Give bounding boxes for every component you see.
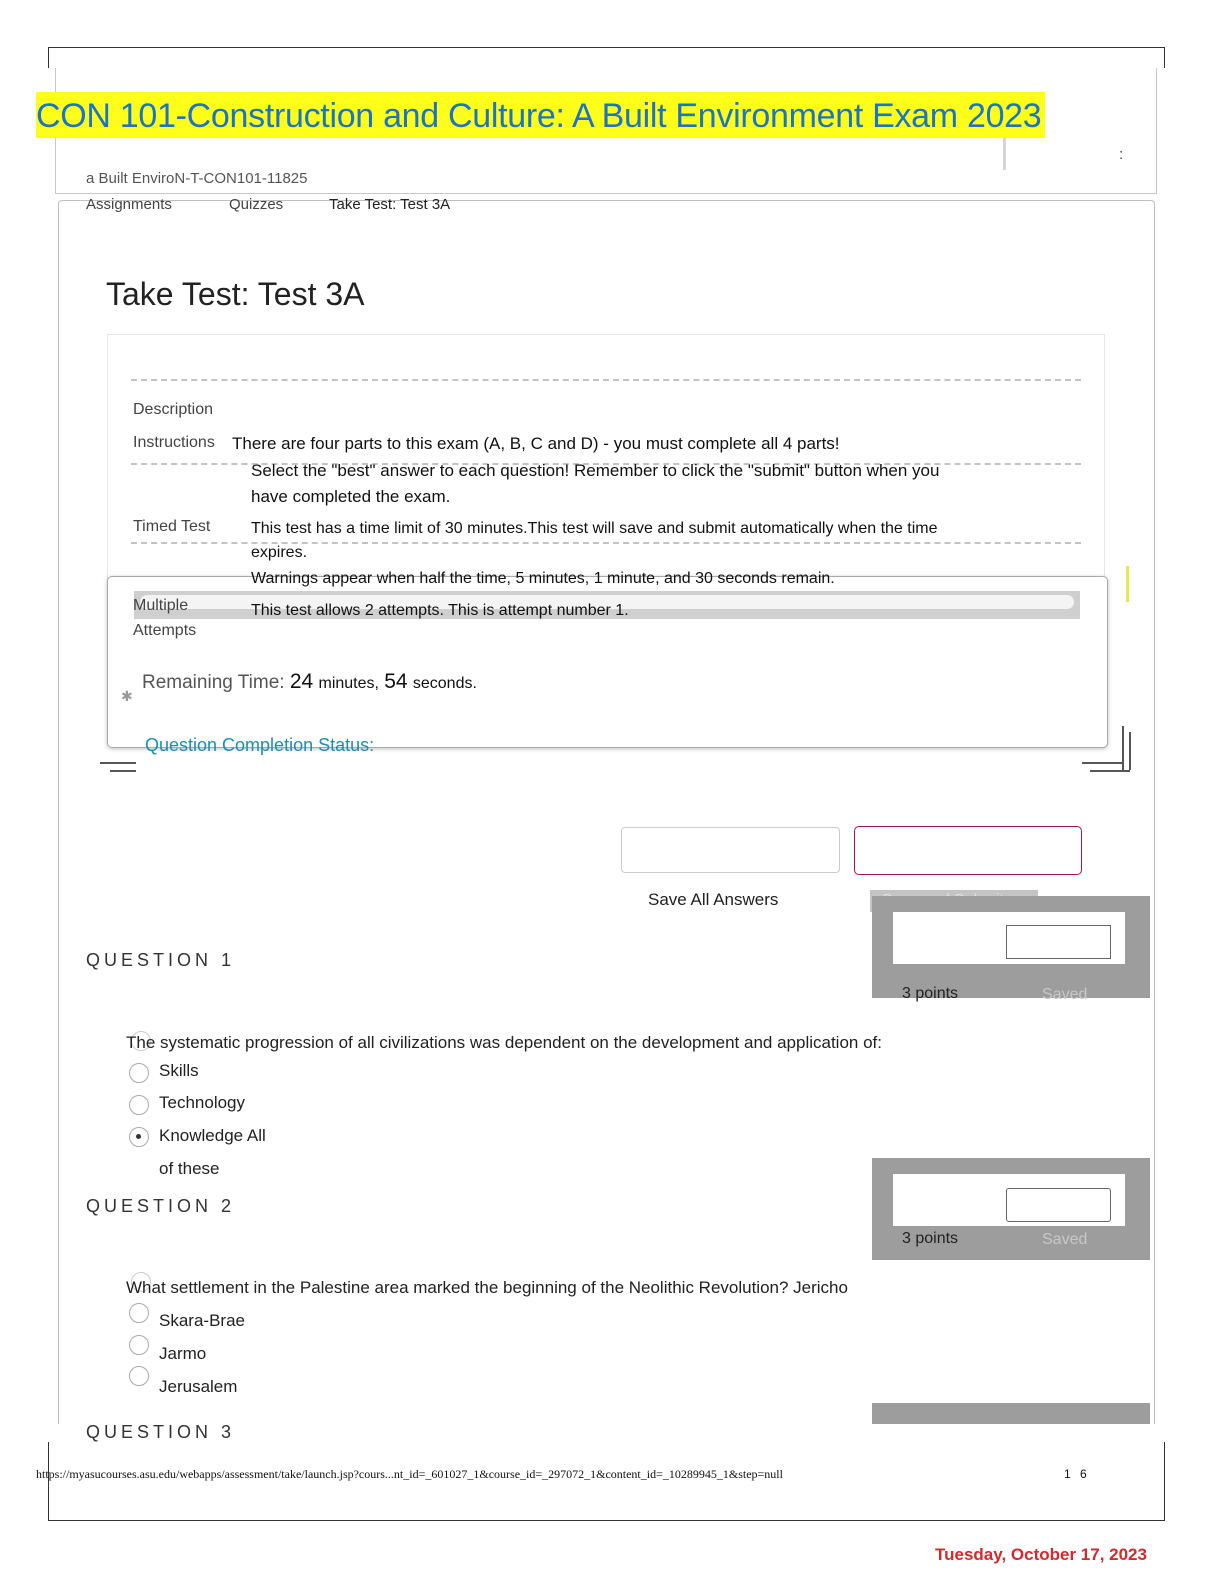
divider: [131, 379, 1081, 381]
instructions-line-1: There are four parts to this exam (A, B, C and D) - you must complete all 4 parts!: [232, 434, 840, 453]
question-2-option-3[interactable]: Jerusalem: [159, 1377, 238, 1396]
question-2-option-3-radio[interactable]: [129, 1366, 149, 1386]
timed-line-1: This test has a time limit of 30 minutes.This test will save and submit automatically when the time: [251, 520, 938, 537]
footer-url: https://myasucourses.asu.edu/webapps/assessment/take/launch.jsp?cours...nt_id=_601027_1&course_id=_297072_1&content_id=_10289945_1&step=null: [36, 1467, 783, 1481]
question-1-title: QUESTION 1: [86, 950, 236, 970]
question-1-option-1-radio[interactable]: [129, 1063, 149, 1083]
question-1-option-3-continued[interactable]: of these: [159, 1159, 220, 1178]
question-1-option-2-radio[interactable]: [129, 1095, 149, 1115]
footer-page-number: 1 6: [1064, 1467, 1090, 1481]
question-1-score-input[interactable]: [1006, 925, 1111, 959]
question-3-score-box: [872, 1403, 1150, 1424]
question-1-option-2[interactable]: Technology: [159, 1093, 246, 1112]
question-1-option-3[interactable]: Knowledge All: [159, 1126, 266, 1145]
remaining-seconds: 54: [384, 670, 408, 693]
question-1-text: The systematic progression of all civilizations was dependent on the development and application of:: [126, 1033, 882, 1052]
corner-mark: [1122, 726, 1124, 770]
question-2-saved: Saved: [1042, 1231, 1088, 1248]
minutes-unit: minutes,: [318, 675, 379, 692]
remaining-minutes: 24: [289, 670, 314, 693]
question-2-option-1-radio[interactable]: [129, 1303, 149, 1323]
question-2-option-2[interactable]: Jarmo: [159, 1344, 207, 1363]
header-separator: [1003, 138, 1006, 170]
question-2-text: What settlement in the Palestine area marked the beginning of the Neolithic Revolution? Jericho: [126, 1278, 848, 1297]
course-id: a Built EnviroN-T-CON101-11825: [86, 170, 308, 187]
save-all-answers-label[interactable]: Save All Answers: [648, 890, 779, 909]
remaining-time-label: Remaining Time:: [142, 672, 285, 693]
corner-mark: [100, 762, 136, 764]
question-completion-status[interactable]: Question Completion Status:: [145, 735, 375, 755]
breadcrumb-current: Take Test: Test 3A: [329, 196, 451, 213]
footer-date: Tuesday, October 17, 2023: [935, 1545, 1147, 1564]
question-3-title: QUESTION 3: [86, 1422, 236, 1442]
header-colon: :: [1119, 146, 1124, 163]
corner-mark: [110, 770, 136, 772]
question-1-option-1[interactable]: Skills: [159, 1061, 199, 1080]
question-1-option-3-radio[interactable]: [129, 1127, 149, 1147]
instructions-line-2: Select the "best" answer to each question! Remember to click the "submit" button when you: [251, 461, 940, 480]
multiple-attempts-label-1: Multiple: [133, 597, 189, 614]
save-all-answers-button[interactable]: [621, 827, 840, 873]
question-2-option-1[interactable]: Skara-Brae: [159, 1311, 245, 1330]
attempts-text: This test allows 2 attempts. This is attempt number 1.: [251, 602, 629, 619]
corner-mark: [1090, 770, 1130, 772]
remaining-time: [142, 670, 477, 694]
question-2-score-input[interactable]: [1006, 1188, 1111, 1222]
description-label: Description: [133, 401, 214, 418]
corner-mark: [1082, 762, 1122, 764]
timed-line-3: Warnings appear when half the time, 5 minutes, 1 minute, and 30 seconds remain.: [251, 570, 835, 587]
timed-test-label: Timed Test: [133, 518, 211, 535]
instructions-label: Instructions: [133, 434, 215, 451]
instructions-line-3: have completed the exam.: [251, 487, 451, 506]
question-2-title: QUESTION 2: [86, 1196, 236, 1216]
timed-line-2: expires.: [251, 544, 308, 561]
breadcrumb-quizzes[interactable]: Quizzes: [229, 196, 284, 213]
question-1-saved: Saved: [1042, 986, 1088, 1003]
exam-banner: CON 101-Construction and Culture: A Built Environment Exam 2023: [36, 92, 1045, 138]
collapse-icon[interactable]: ✱: [121, 688, 133, 704]
question-2-points: 3 points: [902, 1230, 959, 1247]
page-title: Take Test: Test 3A: [106, 276, 365, 312]
edge-mark: [1126, 566, 1129, 602]
multiple-attempts-label-2: Attempts: [133, 622, 197, 639]
seconds-unit: seconds.: [412, 675, 477, 692]
corner-mark: [1129, 732, 1131, 770]
question-1-points: 3 points: [902, 985, 959, 1002]
breadcrumb-assignments[interactable]: Assignments: [86, 196, 172, 213]
question-2-option-2-radio[interactable]: [129, 1335, 149, 1355]
save-and-submit-button[interactable]: [854, 826, 1082, 875]
